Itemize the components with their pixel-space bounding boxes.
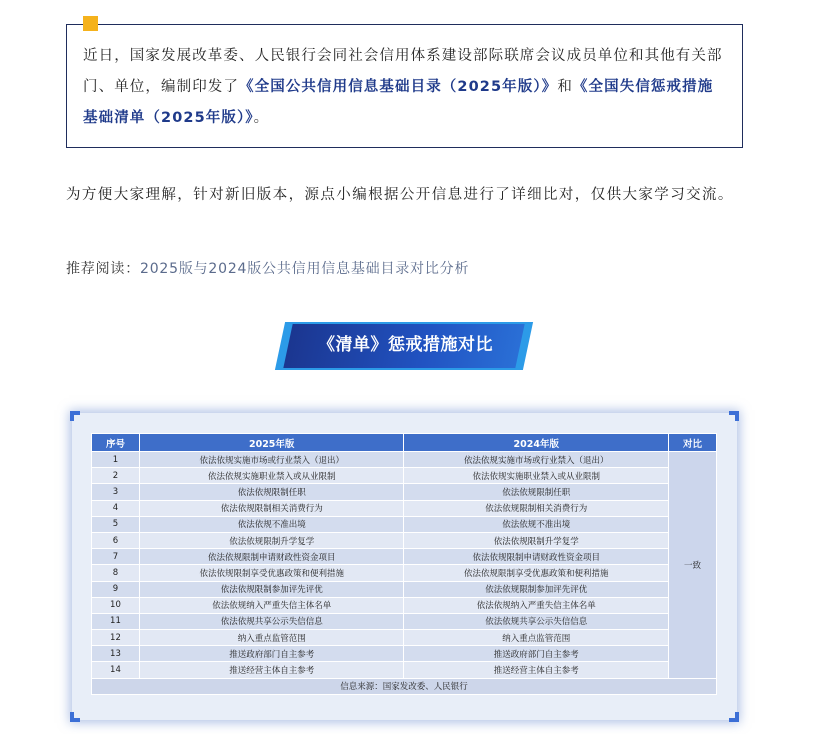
cell-comparison: 一致 (669, 452, 717, 679)
cell-2024: 推送经营主体自主参考 (404, 662, 669, 678)
intro-corner-decoration (83, 16, 98, 31)
cell-2025: 依法依规限制参加评先评优 (139, 581, 404, 597)
recommend-label: 推荐阅读： (66, 261, 140, 277)
cell-2024: 依法依规限制任职 (404, 484, 669, 500)
intro-text-part2: 和 (557, 79, 573, 95)
header-2024: 2024年版 (404, 434, 669, 452)
cell-2024: 依法依规限制申请财政性资金项目 (404, 549, 669, 565)
frame-corner-decoration (70, 712, 80, 722)
frame-corner-decoration (70, 411, 80, 421)
cell-2025: 依法依规限制升学复学 (139, 532, 404, 548)
table-row (92, 597, 717, 613)
cell-2025: 依法依规纳入严重失信主体名单 (139, 597, 404, 613)
cell-no: 1 (92, 452, 140, 468)
cell-no: 10 (92, 597, 140, 613)
table-row (92, 468, 717, 484)
frame-corner-decoration (729, 712, 739, 722)
cell-no: 3 (92, 484, 140, 500)
cell-2025: 依法依规实施市场或行业禁入（退出） (139, 452, 404, 468)
cell-2024: 依法依规限制享受优惠政策和便利措施 (404, 565, 669, 581)
table-row (92, 500, 717, 516)
cell-no: 9 (92, 581, 140, 597)
table-row (92, 484, 717, 500)
intro-text-part3: 。 (253, 110, 270, 126)
cell-no: 13 (92, 646, 140, 662)
table-row (92, 630, 717, 646)
cell-2024: 依法依规纳入严重失信主体名单 (404, 597, 669, 613)
intro-text-part1: 近日，国家发展改革委、人民银行会同社会信用体系建设部际联席会议成员单位和其他有关部门、单位，编制印发了 (83, 48, 723, 95)
cell-no: 6 (92, 532, 140, 548)
cell-no: 11 (92, 613, 140, 629)
table-row (92, 646, 717, 662)
cell-2024: 依法依规限制相关消费行为 (404, 500, 669, 516)
table-row (92, 565, 717, 581)
recommend-link[interactable]: 2025版与2024版公共信用信息基础目录对比分析 (140, 261, 470, 277)
cell-no: 12 (92, 630, 140, 646)
cell-no: 2 (92, 468, 140, 484)
cell-2024: 依法依规不准出境 (404, 516, 669, 532)
cell-2025: 依法依规限制申请财政性资金项目 (139, 549, 404, 565)
comparison-table (91, 433, 717, 695)
table-row (92, 581, 717, 597)
table-row (92, 613, 717, 629)
cell-2025: 推送经营主体自主参考 (139, 662, 404, 678)
header-compare: 对比 (669, 434, 717, 452)
cell-2024: 依法依规实施职业禁入或从业限制 (404, 468, 669, 484)
comparison-table-image (72, 413, 737, 720)
cell-no: 7 (92, 549, 140, 565)
intro-paragraph: 为方便大家理解，针对新旧版本，源点小编根据公开信息进行了详细比对，仅供大家学习交流。 (66, 187, 734, 203)
cell-2024: 依法依规限制升学复学 (404, 532, 669, 548)
cell-2025: 依法依规共享公示失信信息 (139, 613, 404, 629)
intro-highlight-list: 《全国失信惩戒措施基础清单（2025年版）》 (83, 79, 714, 126)
header-2025: 2025年版 (139, 434, 404, 452)
table-row (92, 452, 717, 468)
cell-2025: 依法依规不准出境 (139, 516, 404, 532)
table-source-row (92, 678, 717, 694)
cell-2025: 依法依规限制享受优惠政策和便利措施 (139, 565, 404, 581)
frame-corner-decoration (729, 411, 739, 421)
table-row (92, 549, 717, 565)
cell-2025: 推送政府部门自主参考 (139, 646, 404, 662)
banner-title: 《清单》惩戒措施对比 (318, 335, 493, 355)
cell-2025: 依法依规实施职业禁入或从业限制 (139, 468, 404, 484)
cell-2024: 依法依规限制参加评先评优 (404, 581, 669, 597)
intro-box (66, 24, 743, 148)
cell-2024: 依法依规实施市场或行业禁入（退出） (404, 452, 669, 468)
cell-no: 5 (92, 516, 140, 532)
intro-highlight-catalog: 《全国公共信用信息基础目录（2025年版）》 (239, 79, 558, 95)
cell-no: 14 (92, 662, 140, 678)
cell-2024: 推送政府部门自主参考 (404, 646, 669, 662)
cell-2024: 纳入重点监管范围 (404, 630, 669, 646)
table-row (92, 662, 717, 678)
table-row (92, 532, 717, 548)
cell-no: 4 (92, 500, 140, 516)
intro-text (83, 41, 728, 134)
table-source: 信息来源：国家发改委、人民银行 (92, 678, 717, 694)
cell-no: 8 (92, 565, 140, 581)
table-row (92, 516, 717, 532)
cell-2025: 依法依规限制任职 (139, 484, 404, 500)
cell-2024: 依法依规共享公示失信信息 (404, 613, 669, 629)
cell-2025: 纳入重点监管范围 (139, 630, 404, 646)
table-header-row (92, 434, 717, 452)
recommend-reading (66, 258, 469, 278)
cell-2025: 依法依规限制相关消费行为 (139, 500, 404, 516)
section-banner (278, 318, 533, 374)
header-no: 序号 (92, 434, 140, 452)
